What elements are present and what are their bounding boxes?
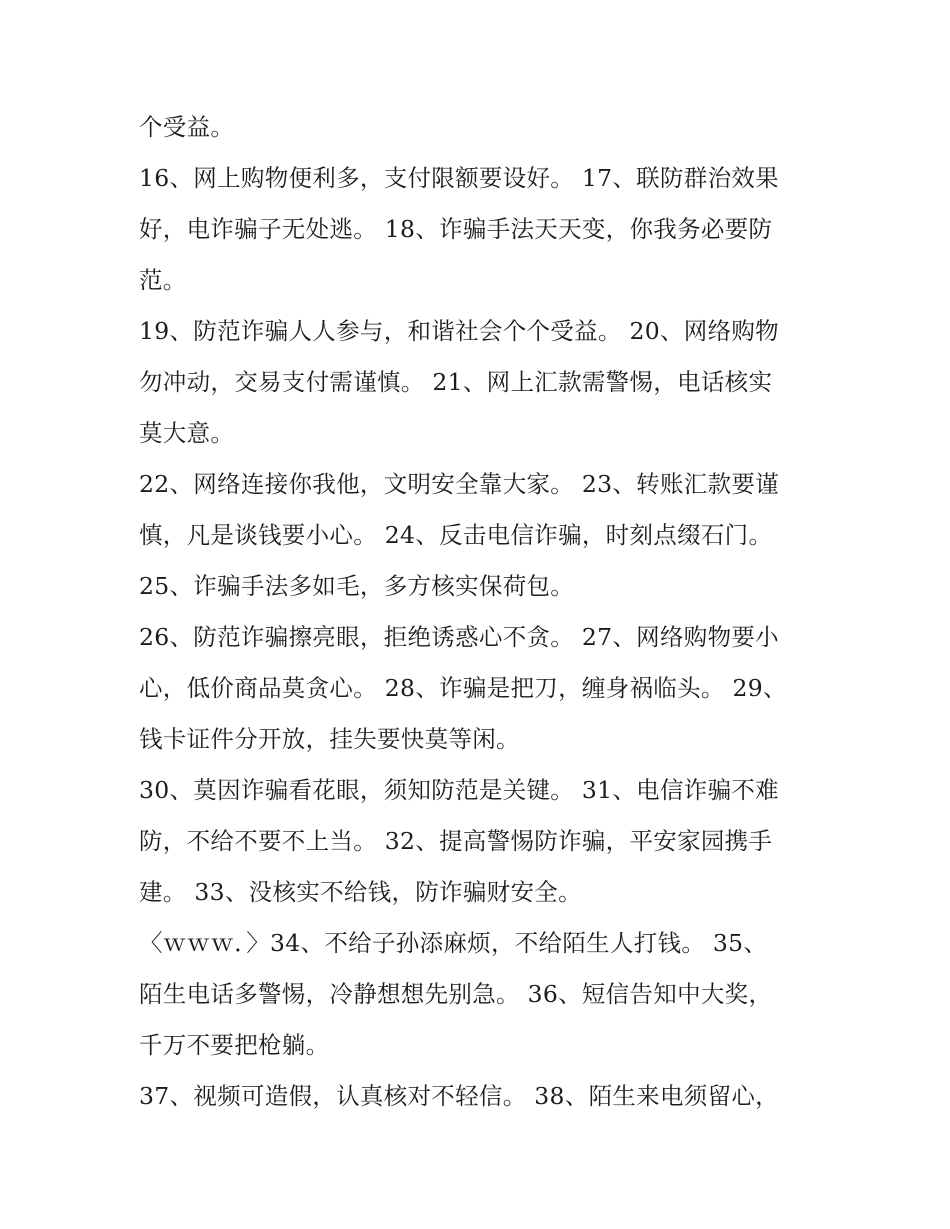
text-line: 16、网上购物便利多，支付限额要设好。 17、联防群治效果: [139, 164, 779, 192]
text-line: 莫大意。: [139, 419, 235, 447]
text-line: 25、诈骗手法多如毛，多方核实保荷包。: [139, 572, 575, 600]
text-line: 19、防范诈骗人人参与，和谐社会个个受益。 20、网络购物: [139, 317, 779, 345]
text-line: 〈ｗｗｗ．〉34、不给子孙添麻烦，不给陌生人打钱。 35、: [139, 929, 768, 957]
text-line: 千万不要把枪躺。: [139, 1031, 330, 1059]
text-line: 勿冲动，交易支付需谨慎。 21、网上汇款需警惕，电话核实: [139, 368, 773, 396]
text-line: 范。: [139, 266, 187, 294]
text-line: 22、网络连接你我他，文明安全靠大家。 23、转账汇款要谨: [139, 470, 779, 498]
document-body: [139, 102, 799, 1122]
text-line: 26、防范诈骗擦亮眼，拒绝诱惑心不贪。 27、网络购物要小: [139, 623, 779, 651]
text-line: 钱卡证件分开放，挂失要快莫等闲。: [139, 725, 520, 753]
text-line: 37、视频可造假，认真核对不轻信。 38、陌生来电须留心，: [139, 1082, 779, 1110]
text-line: 建。 33、没核实不给钱，防诈骗财安全。: [139, 878, 582, 906]
text-line: 陌生电话多警惕，冷静想想先别急。 36、短信告知中大奖，: [139, 980, 773, 1008]
text-line: 防，不给不要不上当。 32、提高警惕防诈骗，平安家园携手: [139, 827, 773, 855]
text-line: 慎，凡是谈钱要小心。 24、反击电信诈骗，时刻点缀石门。: [139, 521, 773, 549]
text-line: 好，电诈骗子无处逃。 18、诈骗手法天天变，你我务必要防: [139, 215, 773, 243]
text-line: 心，低价商品莫贪心。 28、诈骗是把刀，缠身祸临头。 29、: [139, 674, 787, 702]
text-line: 30、莫因诈骗看花眼，须知防范是关键。 31、电信诈骗不难: [139, 776, 779, 804]
text-line: 个受益。: [139, 113, 235, 141]
